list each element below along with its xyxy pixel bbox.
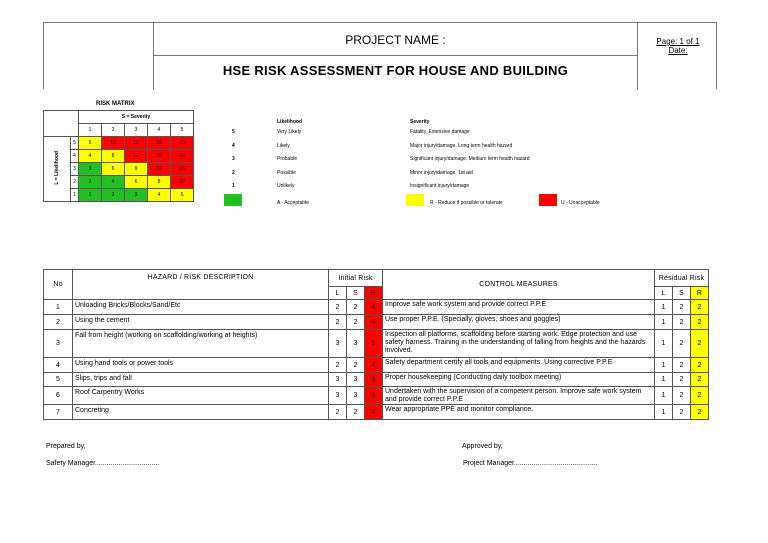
initial-l: L [329,287,347,300]
legend-likelihood: Very Likely [277,129,302,135]
residual-likelihood: 1 [655,358,673,373]
initial-risk-score: 9 [365,330,383,358]
residual-risk-score: 2 [691,358,709,373]
matrix-cell: 9 [125,163,148,176]
initial-severity: 3 [347,373,365,387]
residual-likelihood: 1 [655,405,673,420]
likelihood-row-number: 4 [71,150,79,163]
severity-col-1: 1 [79,124,102,137]
table-row [44,373,709,387]
acceptable-swatch [224,194,242,206]
matrix-cell: 20 [148,137,171,150]
risk-assessment-table [43,269,709,420]
severity-header: Severity [410,119,430,125]
residual-likelihood: 1 [655,315,673,330]
legend-number: 1 [232,183,235,189]
legend-number: 5 [232,129,235,135]
safety-manager-signature: Safety Manager................................. [46,460,160,467]
table-row [44,387,709,405]
residual-severity: 2 [673,330,691,358]
control-measure: Wear appropriate PPE and monitor compliance. [383,405,655,420]
likelihood-row-number: 1 [71,189,79,202]
reduce-label: R - Reduce if possible or tolerate [430,200,503,206]
control-measure: Proper housekeeping (Conducting daily toolbox meeting) [383,373,655,387]
initial-likelihood: 2 [329,300,347,315]
matrix-cell: 3 [79,163,102,176]
severity-col-3: 3 [125,124,148,137]
matrix-corner [44,111,79,137]
acceptable-label: A - Acceptable [277,200,309,206]
legend-number: 2 [232,169,235,176]
initial-likelihood: 3 [329,373,347,387]
initial-severity: 2 [347,300,365,315]
hazard-description: Unloading Bricks/Blocks/Sand/Etc [73,300,329,315]
matrix-cell: 15 [171,163,194,176]
legend-number: 4 [232,142,235,149]
residual-severity: 2 [673,373,691,387]
initial-risk-score: 4 [365,300,383,315]
initial-likelihood: 2 [329,405,347,420]
matrix-cell: 5 [171,189,194,202]
matrix-cell: 5 [79,137,102,150]
legend-severity: Minor injury/damage, 1st aid [410,169,473,176]
col-residual-risk: Residual Risk [655,270,709,287]
residual-severity: 2 [673,300,691,315]
residual-risk-score: 2 [691,373,709,387]
initial-risk-score: 9 [365,373,383,387]
row-number: 3 [44,330,73,358]
residual-likelihood: 1 [655,330,673,358]
residual-severity: 2 [673,405,691,420]
row-number: 1 [44,300,73,315]
initial-severity: 3 [347,330,365,358]
table-row [44,315,709,330]
legend-severity: Significant injury/damage, Medium term health hazard [410,156,530,162]
logo-area [44,23,154,90]
residual-risk-score: 2 [691,405,709,420]
table-row [44,330,709,358]
initial-risk-score: 4 [365,315,383,330]
row-number: 2 [44,315,73,330]
page-info [638,37,718,55]
initial-severity: 2 [347,315,365,330]
residual-severity: 2 [673,387,691,405]
row-number: 6 [44,387,73,405]
matrix-cell: 6 [125,176,148,189]
initial-risk-score: 4 [365,405,383,420]
matrix-cell: 25 [171,137,194,150]
hazard-description: Using hand tools or power tools [73,358,329,373]
residual-l: L [655,287,673,300]
residual-likelihood: 1 [655,300,673,315]
hazard-description: Concreting [73,405,329,420]
row-number: 7 [44,405,73,420]
residual-severity: 2 [673,315,691,330]
control-measure: Undertaken with the supervision of a competent person. Improve safe work system and provide correct P.P.E [383,387,655,405]
legend-severity: Major injury/damage, Long term health hazard [410,142,513,149]
initial-severity: 2 [347,405,365,420]
matrix-row [44,137,194,150]
control-measure: Safety department certify all tools and equipments. Using corrective P.P.E [383,358,655,373]
initial-likelihood: 3 [329,387,347,405]
severity-label: S = Severity [79,111,194,124]
initial-risk-score: 4 [365,358,383,373]
header-title-block [154,23,638,90]
initial-likelihood: 2 [329,315,347,330]
residual-risk-score: 2 [691,387,709,405]
prepared-by: Prepared by, [46,443,86,450]
risk-matrix [43,110,194,202]
legend-likelihood: Likely [277,142,290,149]
initial-likelihood: 3 [329,330,347,358]
legend-severity: Insignificant injury/damage [410,183,470,189]
page-number: Page: 1 of 1 [656,37,700,46]
col-initial-risk: Initial Risk [329,270,383,287]
control-measure: Inspection all platforms, scaffolding before starting work. Edge protection and use safety harness. Training in the understanding of falling from heights and the hazards involved. [383,330,655,358]
initial-likelihood: 2 [329,358,347,373]
row-number: 5 [44,373,73,387]
likelihood-row-number: 2 [71,176,79,189]
legend-likelihood: Probable [277,156,298,162]
matrix-cell: 1 [79,189,102,202]
matrix-cell: 4 [79,150,102,163]
matrix-cell: 10 [102,137,125,150]
hazard-description: Using the cement [73,315,329,330]
matrix-cell: 12 [148,163,171,176]
initial-severity: 3 [347,387,365,405]
severity-col-5: 5 [171,124,194,137]
initial-severity: 2 [347,358,365,373]
legend-number: 3 [232,156,235,162]
residual-severity: 2 [673,358,691,373]
matrix-cell: 12 [125,150,148,163]
residual-risk-score: 2 [691,315,709,330]
legend-likelihood: Possible [277,169,296,176]
matrix-cell: 2 [102,189,125,202]
likelihood-label: L = Likelihood [54,151,60,185]
likelihood-header: Likelihood [277,119,302,125]
residual-likelihood: 1 [655,387,673,405]
hazard-description: Roof Carpentry Works [73,387,329,405]
reduce-swatch [406,194,424,206]
control-measure: Use proper P.P.E. (Specially, gloves, shoes and goggles) [383,315,655,330]
project-manager-signature: Project Manager........................................... [463,460,598,467]
matrix-cell: 10 [171,176,194,189]
matrix-cell: 4 [102,176,125,189]
unacceptable-swatch [539,194,557,206]
document-title: HSE RISK ASSESSMENT FOR HOUSE AND BUILDING [222,63,569,78]
risk-matrix-title: RISK MATRIX [96,101,135,107]
row-number: 4 [44,358,73,373]
initial-r: R [365,287,383,300]
residual-r: R [691,287,709,300]
approved-by: Approved by, [462,443,503,450]
col-control-measures: CONTROL MEASURES [383,270,655,300]
initial-risk-score: 9 [365,387,383,405]
matrix-cell: 4 [148,189,171,202]
table-row [44,300,709,315]
matrix-cell: 15 [125,137,148,150]
matrix-cell: 16 [148,150,171,163]
table-row [44,358,709,373]
residual-risk-score: 2 [691,300,709,315]
residual-likelihood: 1 [655,373,673,387]
col-no: No [44,270,73,300]
matrix-cell: 8 [148,176,171,189]
legend-likelihood: Unlikely [277,183,295,189]
severity-col-4: 4 [148,124,171,137]
likelihood-row-number: 5 [71,137,79,150]
col-hazard: HAZARD / RISK DESCRIPTION [73,270,329,300]
initial-s: S [347,287,365,300]
date-label: Date: [668,46,688,55]
project-name: PROJECT NAME : [154,23,637,56]
legend-severity: Fatality, Extensive damage [410,129,470,135]
hazard-description: Slips, trips and fall [73,373,329,387]
control-measure: Improve safe work system and provide correct P.P.E [383,300,655,315]
likelihood-axis [44,137,71,202]
residual-risk-score: 2 [691,330,709,358]
severity-col-2: 2 [102,124,125,137]
matrix-cell: 20 [171,150,194,163]
hazard-description: Fall from height (working on scaffolding/working at heights) [73,330,329,358]
table-row [44,405,709,420]
document-header [43,22,717,89]
matrix-cell: 8 [102,150,125,163]
unacceptable-label: U - Unacceptable [561,200,600,206]
matrix-cell: 6 [102,163,125,176]
residual-s: S [673,287,691,300]
matrix-cell: 2 [79,176,102,189]
likelihood-row-number: 3 [71,163,79,176]
matrix-cell: 3 [125,189,148,202]
